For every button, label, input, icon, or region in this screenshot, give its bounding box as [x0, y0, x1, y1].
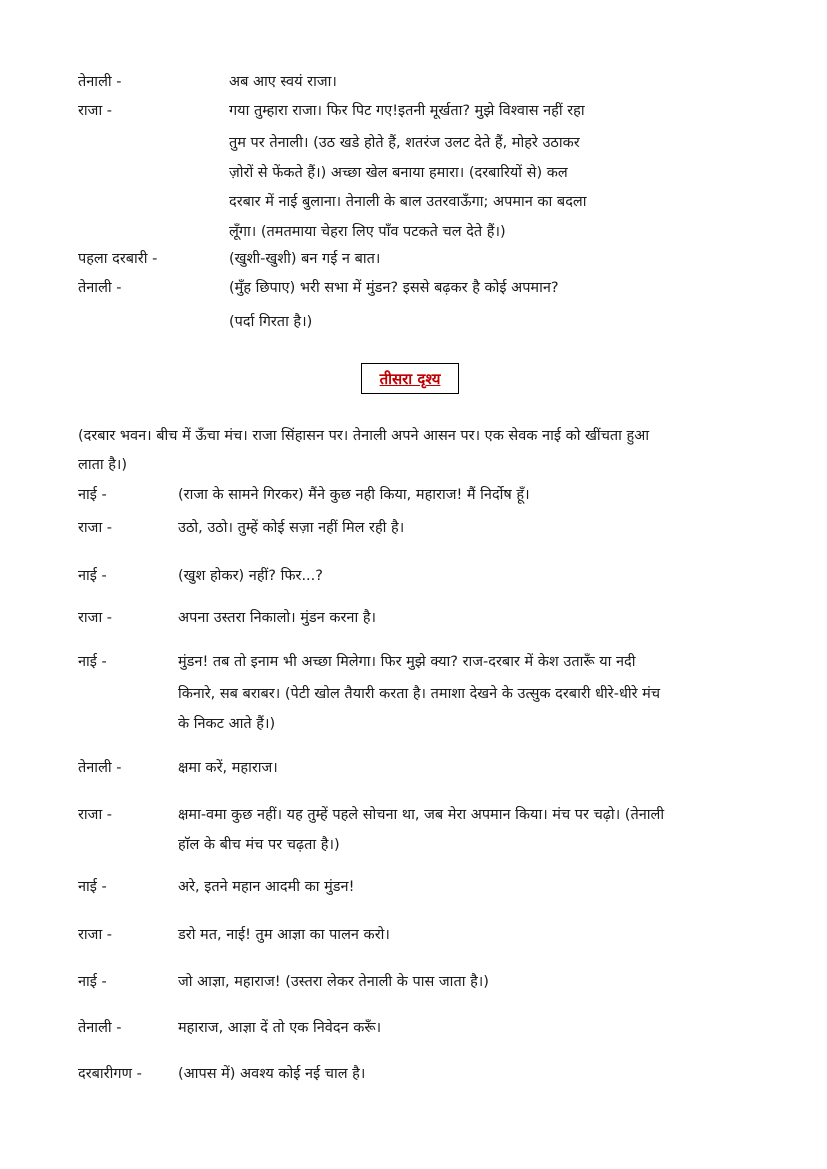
dialogue-line: (खुशी-खुशी) बन गई न बात। — [229, 251, 381, 267]
scene-title: तीसरा दृश्य — [379, 369, 441, 388]
dialogue-line: (खुश होकर) नहीं? फिर...? — [178, 568, 323, 584]
dialogue-line: अब आए स्वयं राजा। — [229, 74, 337, 90]
speaker-label: पहला दरबारी - — [78, 251, 158, 267]
dialogue-line: हाॅल के बीच मंच पर चढ़ता है।) — [178, 837, 340, 853]
speaker-label: तेनाली - — [78, 760, 122, 776]
speaker-label: राजा - — [78, 610, 113, 626]
speaker-label: नाई - — [78, 974, 107, 990]
dialogue-line: (आपस में) अवश्य कोई नई चाल है। — [178, 1066, 366, 1082]
speaker-label: दरबारीगण - — [78, 1066, 142, 1082]
dialogue-line: अपना उस्तरा निकालो। मुंडन करना है। — [178, 610, 377, 626]
speaker-label: राजा - — [78, 927, 113, 943]
dialogue-line: (मुँह छिपाए) भरी सभा में मुंडन? इससे बढ़कर है कोई अपमान? — [229, 280, 559, 296]
speaker-label: राजा - — [78, 103, 113, 119]
scene-heading-box — [361, 363, 459, 394]
dialogue-line: अरे, इतने महान आदमी का मुंडन! — [178, 879, 355, 895]
dialogue-line: उठो, उठो। तुम्हें कोई सज़ा नहीं मिल रही है। — [178, 520, 405, 536]
dialogue-line: के निकट आते हैं।) — [178, 716, 276, 732]
dialogue-line: (राजा के सामने गिरकर) मैंने कुछ नही किया, महाराज! मैं निर्दोष हूँ। — [178, 487, 530, 503]
dialogue-line: किनारे, सब बराबर। (पेटी खोल तैयारी करता है। तमाशा देखने के उत्सुक दरबारी धीरे-धीरे मंच — [178, 686, 661, 702]
speaker-label: राजा - — [78, 520, 113, 536]
dialogue-line: ज़ोरों से फेंकते हैं।) अच्छा खेल बनाया हमारा। (दरबारियों से) कल — [229, 165, 568, 181]
dialogue-line: क्षमा-वमा कुछ नहीं। यह तुम्हें पहले सोचना था, जब मेरा अपमान किया। मंच पर चढ़ो। (तेनाली — [178, 807, 665, 823]
speaker-label: नाई - — [78, 487, 107, 503]
speaker-label: तेनाली - — [78, 1020, 122, 1036]
speaker-label: नाई - — [78, 654, 107, 670]
stage-direction-line: (दरबार भवन। बीच में ऊँचा मंच। राजा सिंहासन पर। तेनाली अपने आसन पर। एक सेवक नाई को खींचता हुआ — [78, 428, 650, 444]
speaker-label: तेनाली - — [78, 74, 122, 90]
dialogue-line: महाराज, आज्ञा दें तो एक निवेदन करूँ। — [178, 1020, 382, 1036]
dialogue-line: (पर्दा गिरता है।) — [229, 314, 313, 330]
dialogue-line: दरबार में नाई बुलाना। तेनाली के बाल उतरवाऊँगा; अपमान का बदला — [229, 194, 587, 210]
speaker-label: तेनाली - — [78, 280, 122, 296]
dialogue-line: क्षमा करें, महाराज। — [178, 760, 278, 776]
dialogue-line: डरो मत, नाई! तुम आज्ञा का पालन करो। — [178, 927, 390, 943]
dialogue-line: लूँगा। (तमतमाया चेहरा लिए पाँव पटकते चल देते हैं।) — [229, 224, 506, 240]
dialogue-line: तुम पर तेनाली। (उठ खडे होते हैं, शतरंज उलट देते हैं, मोहरे उठाकर — [229, 135, 580, 151]
stage-direction-line: लाता है।) — [78, 457, 128, 473]
dialogue-line: मुंडन! तब तो इनाम भी अच्छा मिलेगा। फिर मुझे क्या? राज-दरबार में केश उतारूँ या नदी — [178, 654, 636, 670]
speaker-label: राजा - — [78, 807, 113, 823]
speaker-label: नाई - — [78, 879, 107, 895]
dialogue-line: गया तुम्हारा राजा। फिर पिट गए!इतनी मूर्खता? मुझे विश्वास नहीं रहा — [229, 103, 585, 119]
dialogue-line: जो आज्ञा, महाराज! (उस्तरा लेकर तेनाली के पास जाता है।) — [178, 974, 489, 990]
speaker-label: नाई - — [78, 568, 107, 584]
